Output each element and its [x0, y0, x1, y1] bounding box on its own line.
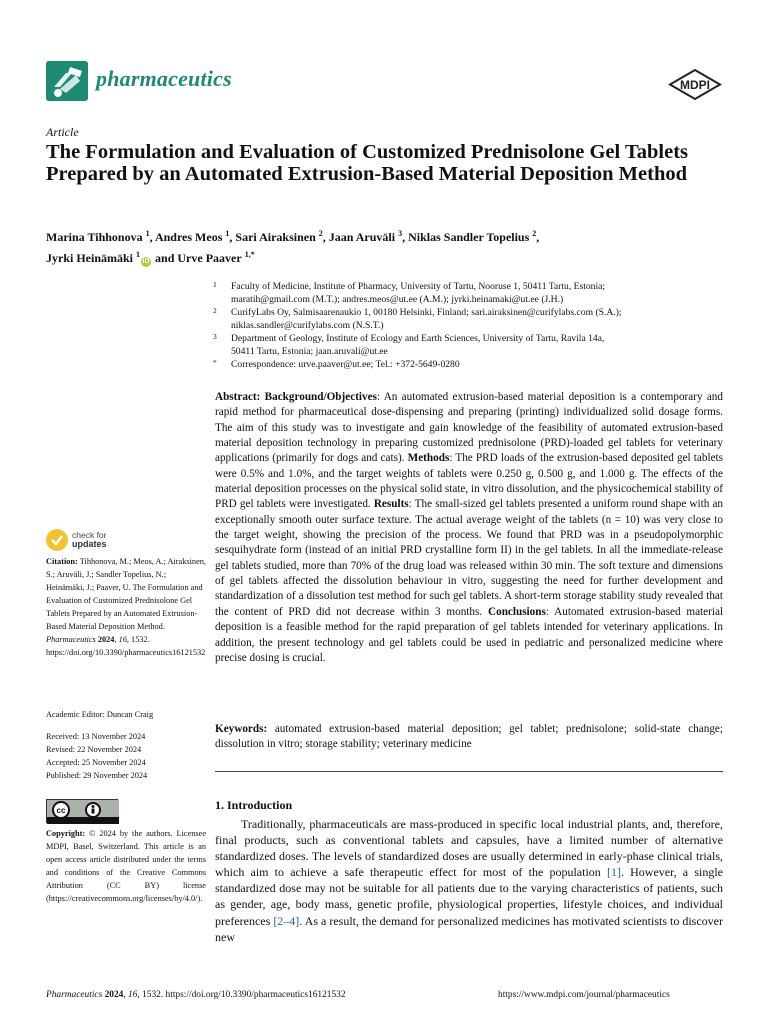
abstract: Abstract: Background/Objectives: An automated extrusion-based material deposition is a contemporary and rapid method for pharmaceutical dose-dispensing and preparing (printing) individualized solid dosage forms. The aim of this study was to investigate and gain knowledge of the feasibility of automated extrusion-based material deposition technology in preparing customized prednisolone (PRD)-loaded gel tablets for veterinary applications (primarily for dogs and cats). Methods: The PRD loads of the extrusion-based deposited gel tablets were 0.5% and 1.0%, and the target weights of tablets were 0.250 g, 0.500 g, and 1.000 g. The effects of the material deposition processes on the physical solid state, in vitro dissolution, and the physicochemical stability of PRD gel tablets were investigated. Results: The small-sized gel tablets presented a uniform round shape with an exceptionally smooth outer surface texture. The actual average weight of the tablets (n = 10) was very close to the target weight, showing the precision of the process. We found that PRD was in a pseudopolymorphic sesquihydrate form (instead of an initial PRD crystalline form II) in the gel tablets. In all the immediate-release gel tablets studied, more than 70% of the drug load was released within 30 min. The soft texture and dimensions of gel tablets affected the dissolution behaviour in vitro, suggesting the need for further development and standardization of a dissolution test method for such gel tablets. A short-term storage stability study revealed that the content of PRD did not decrease within 3 months. Conclusions: Automated extrusion-based material deposition is a feasible method for the rapid preparation of gel tablets intended for veterinary applications. In addition, the present technology and gel tablets could be used in pediatric and personalized medicine where precise dosing is crucial.	[215, 391, 724, 664]
citation-link[interactable]: [1]	[606, 865, 621, 880]
section-divider	[215, 771, 723, 772]
author-name[interactable]: Niklas Sandler Topelius	[408, 230, 530, 244]
footer-citation: Pharmaceutics 2024, 16, 1532. https://doi.org/10.3390/pharmaceutics16121532	[46, 990, 346, 1000]
affiliation-item: 1 Faculty of Medicine, Institute of Pharmacy, University of Tartu, Nooruse 1, 50411 Tartu, Estonia; maratih@gmail.com (M.T.); andres.meos@ut.ee (A.M.); jyrki.heinamaki@ut.ee (J.H.)	[213, 280, 606, 305]
academic-editor: Academic Editor: Duncan Craig	[46, 710, 154, 719]
journal-url-link[interactable]: https://www.mdpi.com/journal/pharmaceutics	[498, 990, 670, 1000]
author-name[interactable]: Marina Tihhonova	[46, 230, 143, 244]
affiliation-item: 3 Department of Geology, Institute of Ecology and Earth Sciences, University of Tartu, Ravila 14a, 50411 Tartu, Estonia; jaan.aruvali@ut.ee	[213, 332, 605, 357]
svg-text:cc: cc	[56, 806, 66, 815]
journal-logo	[46, 61, 88, 101]
introduction-paragraph: Traditionally, pharmaceuticals are mass-produced in specific local industrial plants, and, therefore, final products, such as conventional tablets and capsules, have a limited number of alternative standardized doses. The levels of standardized doses are usually determined in early-phase clinical trials, which aim to achieve a safe therapeutic effect for most of the population [1]. However, a single standardized dose may not be suitable for all patients due to the varying characteristics of patients, such as gender, age, body mass, genetic profile, physiological properties, lifestyle choices, and individual preferences [2–4]. As a result, the demand for personalized medicines has motivated scientists to discover new	[215, 817, 723, 944]
keywords: Keywords: automated extrusion-based material deposition; gel tablet; prednisolone; solid-state change; dissolution in vitro; storage stability; veterinary medicine	[215, 723, 723, 751]
author-name[interactable]: Jyrki Heinämäki	[46, 251, 134, 265]
author-name[interactable]: Andres Meos	[154, 230, 223, 244]
author-list: Marina Tihhonova $^1$, Andres Meos $^1$, Sari Airaksinen $^2$, Jaan Aruväli $^3$, Niklas Sandler Topelius $^2$, Jyrki Heinämäki $^1$iD and Urve Paaver $^{1,*}$	[46, 229, 540, 265]
mdpi-logo	[668, 69, 722, 100]
check-for-updates-button[interactable]: check for updates	[46, 529, 136, 551]
citation-block: Citation: Tihhonova, M.; Meos, A.; Airaksinen, S.; Aruväli, J.; Sandler Topelius, N.; Heinämäki, J.; Paaver, U. The Formulation and Evaluation of Customized Prednisolone Gel Tablets Prepared by an Automated Extrusion-Based Material Deposition Method. Pharmaceutics 2024, 16, 1532. https://doi.org/10.3390/pharmaceutics16121532	[46, 557, 206, 657]
section-heading: 1. Introduction	[215, 798, 293, 812]
affiliation-item: * Correspondence: urve.paaver@ut.ee; Tel.: +372-5649-0280	[213, 358, 460, 370]
author-name[interactable]: Jaan Aruväli	[328, 230, 396, 244]
affiliation-item: 2 CurifyLabs Oy, Salmisaarenaukio 1, 00180 Helsinki, Finland; sari.airaksinen@curifylabs.com (S.A.); niklas.sandler@curifylabs.com (N.S.T.)	[213, 306, 622, 331]
journal-name: pharmaceutics	[96, 66, 232, 91]
orcid-icon[interactable]: iD	[142, 258, 150, 265]
author-name[interactable]: Sari Airaksinen	[235, 230, 316, 244]
publication-dates: Received: 13 November 2024 Revised: 22 November 2024 Accepted: 25 November 2024 Published: 29 November 2024	[46, 732, 148, 780]
affiliations	[213, 280, 733, 371]
article-type: Article	[46, 125, 79, 139]
article-title: The Formulation and Evaluation of Customized Prednisolone Gel Tablets Prepared by an Automated Extrusion-Based Material Deposition Method	[46, 141, 689, 185]
cc-by-license-icon[interactable]	[46, 799, 118, 823]
author-name[interactable]: Urve Paaver	[177, 251, 242, 265]
check-updates-icon	[46, 529, 68, 551]
svg-text:MDPI: MDPI	[680, 78, 710, 92]
copyright-notice: Copyright: © 2024 by the authors. Licensee MDPI, Basel, Switzerland. This article is an open access article distributed under the terms and conditions of the Creative Commons Attribution (CC BY) license (https://creativecommons.org/licenses/by/4.0/).	[46, 829, 206, 903]
citation-link[interactable]: [2–4]	[273, 913, 300, 928]
